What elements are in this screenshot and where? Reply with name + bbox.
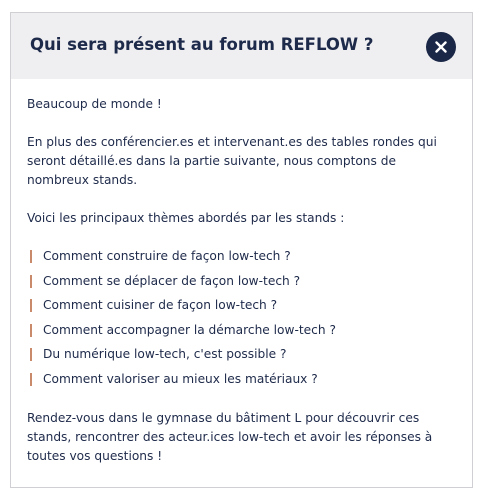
bullet-bar <box>30 324 32 337</box>
stands-paragraph: En plus des conférencier.es et intervenant.es des tables rondes qui seront détaillé.es dans la partie suivante, nous comptons de nombreux stands. <box>27 135 437 187</box>
bullet-bar <box>30 299 32 312</box>
list-item <box>27 296 456 315</box>
modal-title: Qui sera présent au forum REFLOW ? <box>30 35 374 54</box>
theme-label: Du numérique low-tech, c'est possible ? <box>43 347 287 361</box>
modal-header <box>11 13 472 79</box>
list-item <box>27 321 456 340</box>
bullet-bar <box>30 348 32 361</box>
theme-label: Comment accompagner la démarche low-tech ? <box>43 322 336 337</box>
list-item <box>27 247 456 266</box>
themes-intro: Voici les principaux thèmes abordés par les stands : <box>27 211 345 225</box>
bullet-bar <box>30 373 32 386</box>
bullet-bar <box>30 250 32 263</box>
forum-info-modal <box>10 12 473 488</box>
list-item <box>27 370 456 389</box>
themes-list <box>27 247 456 389</box>
theme-label: Comment cuisiner de façon low-tech ? <box>43 298 278 312</box>
close-button[interactable] <box>426 32 456 62</box>
bullet-bar <box>30 275 32 288</box>
close-icon <box>435 41 447 53</box>
closing-paragraph: Rendez-vous dans le gymnase du bâtiment L pour découvrir ces stands, rencontrer des acteur.ices low-tech et avoir les réponses à toutes vos questions ! <box>27 410 433 463</box>
list-item <box>27 345 456 364</box>
intro-text: Beaucoup de monde ! <box>27 97 162 111</box>
theme-label: Comment se déplacer de façon low-tech ? <box>43 273 301 288</box>
list-item <box>27 272 456 291</box>
theme-label: Comment construire de façon low-tech ? <box>43 249 291 263</box>
modal-body <box>11 79 472 466</box>
theme-label: Comment valoriser au mieux les matériaux ? <box>43 371 318 386</box>
